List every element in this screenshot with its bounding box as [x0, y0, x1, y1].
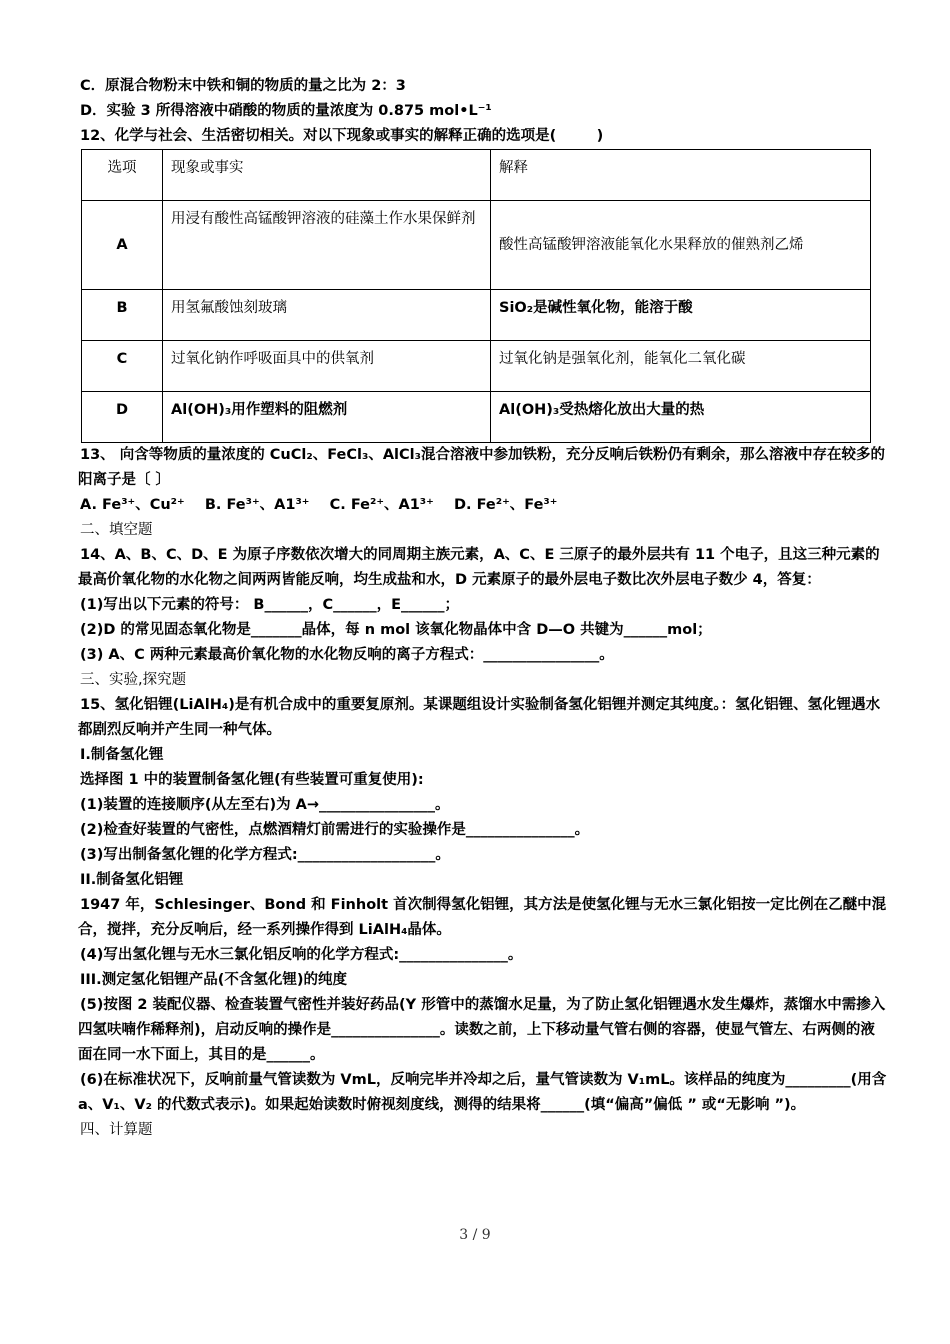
row-fact: 过氧化钠作呼吸面具中的供氧剂	[163, 341, 491, 392]
table-row	[82, 290, 871, 341]
row-key: D	[82, 392, 163, 443]
question-12: 12、化学与社会、生活密切相关。对以下现象或事实的解释正确的选项是( )	[80, 128, 604, 144]
table-row	[82, 392, 871, 443]
section-heading: 二、填空题	[80, 522, 153, 538]
row-key: B	[82, 290, 163, 341]
option-d-line: D．实验 3 所得溶液中硝酸的物质的量浓度为 0.875 mol•L⁻¹	[80, 103, 492, 119]
table-header: 选项	[82, 150, 163, 201]
page-body	[78, 74, 888, 1143]
history-text: 1947 年，Schlesinger、Bond 和 Finholt 首次制得氢化铝锂，其方法是使氢化锂与无水三氯化铝按一定比例在乙醚中混合，搅拌，充分反响后，经一系列操作得到 LiAlH₄晶体。	[78, 897, 887, 938]
instruction-text: 选择图 1 中的装置制备氢化锂(有些装置可重复使用):	[80, 772, 424, 788]
row-explain: Al(OH)₃受热熔化放出大量的热	[491, 392, 871, 443]
subheading: II.制备氢化铝锂	[80, 872, 184, 888]
row-key: A	[82, 201, 163, 290]
question-13-options: A. Fe³⁺、Cu²⁺ B. Fe³⁺、A1³⁺ C. Fe²⁺、A1³⁺ D. Fe²⁺、Fe³⁺	[80, 497, 558, 513]
question-14: 14、A、B、C、D、E 为原子序数依次增大的同周期主族元素，A、C、E 三原子的最外层共有 11 个电子，且这三种元素的最高价氧化物的水化物之间两两皆能反响，均生成盐和水，D 元素原子的最外层电子数比次外层电子数少 4，答复：	[78, 547, 880, 588]
question-15-part: (2)检查好装置的气密性，点燃酒精灯前需进行的实验操作是_______________。	[80, 822, 590, 838]
question-15-part: (5)按图 2 装配仪器、检查装置气密性并装好药品(Y 形管中的蒸馏水足量，为了防止氢化铝锂遇水发生爆炸，蒸馏水中需掺入四氢呋喃作稀释剂)，启动反响的操作是_______________。读数之前，上下移动量气管右侧的容器，使显气管左、右两侧的液面在同一水下面上，其目的是______。	[78, 997, 886, 1063]
row-fact: 用氢氟酸蚀刻玻璃	[163, 290, 491, 341]
question-14-part: (1)写出以下元素的符号： B______，C______，E______；	[80, 597, 459, 613]
option-c-line: C．原混合物粉末中铁和铜的物质的量之比为 2：3	[80, 78, 406, 94]
subheading: III.测定氢化铝锂产品(不含氢化锂)的纯度	[80, 972, 347, 988]
question-15-part: (4)写出氢化锂与无水三氯化铝反响的化学方程式:_______________。	[80, 947, 523, 963]
section-heading: 四、计算题	[80, 1122, 153, 1138]
row-fact: Al(OH)₃用作塑料的阻燃剂	[163, 392, 491, 443]
table-header: 解释	[491, 150, 871, 201]
question-15-part: (6)在标准状况下，反响前量气管读数为 VmL，反响完毕并冷却之后，量气管读数为 V₁mL。该样品的纯度为_________(用含 a、V₁、V₂ 的代数式表示)。如果起始读数时俯视刻度线，测得的结果将______(填“偏高”偏低 ” 或“无影响 ”)。	[78, 1072, 887, 1113]
subheading: I.制备氢化锂	[80, 747, 164, 763]
row-explain: 过氧化钠是强氧化剂，能氧化二氧化碳	[491, 341, 871, 392]
table-row	[82, 341, 871, 392]
table-header: 现象或事实	[163, 150, 491, 201]
page-number: 3 / 9	[459, 1227, 491, 1243]
question-15-part: (3)写出制备氢化锂的化学方程式:___________________。	[80, 847, 450, 863]
question-13: 13、 向含等物质的量浓度的 CuCl₂、FeCl₃、AlCl₃混合溶液中参加铁粉，充分反响后铁粉仍有剩余，那么溶液中存在较多的阳离子是〔 〕	[78, 447, 885, 488]
question-14-part: (3) A、C 两种元素最高价氧化物的水化物反响的离子方程式：________________。	[80, 647, 614, 663]
question-15: 15、氢化铝锂(LiAlH₄)是有机合成中的重要复原剂。某课题组设计实验制备氢化铝锂并测定其纯度。：氢化铝锂、氢化锂遇水都剧烈反响并产生同一种气体。	[78, 697, 881, 738]
table-header-row	[82, 150, 871, 201]
row-explain: 酸性高锰酸钾溶液能氧化水果释放的催熟剂乙烯	[491, 201, 871, 290]
options-table	[81, 149, 871, 443]
question-14-part: (2)D 的常见固态氧化物是_______晶体，每 n mol 该氧化物晶体中含 D—O 共键为______mol；	[80, 622, 712, 638]
section-heading: 三、实验,探究题	[80, 672, 187, 688]
question-15-part: (1)装置的连接顺序(从左至右)为 A→________________。	[80, 797, 450, 813]
row-key: C	[82, 341, 163, 392]
row-fact: 用浸有酸性高锰酸钾溶液的硅藻土作水果保鲜剂	[163, 201, 491, 290]
table-row	[82, 201, 871, 290]
row-explain: SiO₂是碱性氧化物，能溶于酸	[491, 290, 871, 341]
